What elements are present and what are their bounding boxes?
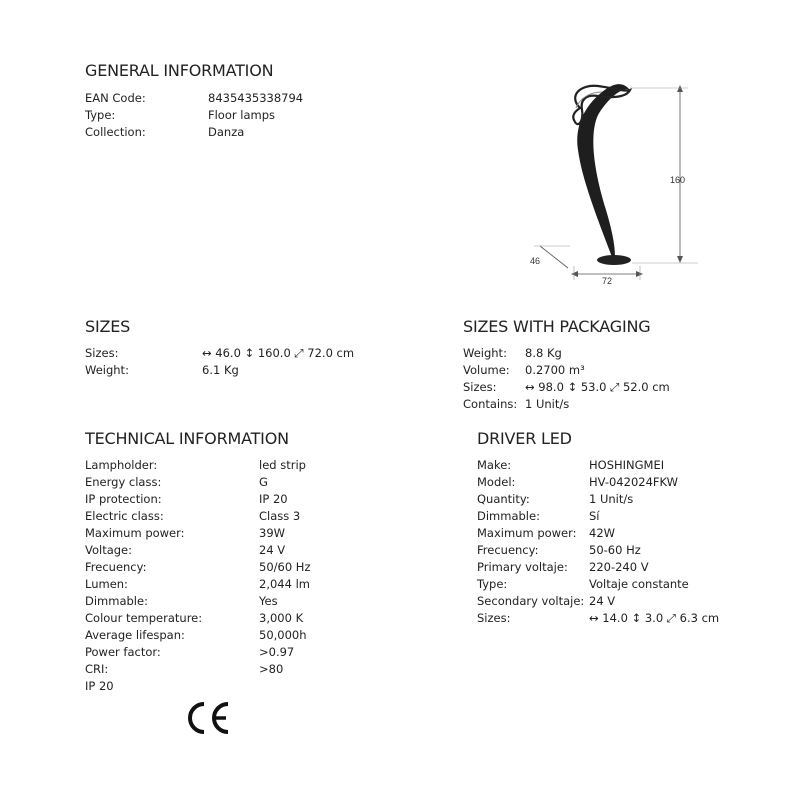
technical-value: >80 (259, 662, 284, 676)
technical-information-title: TECHNICAL INFORMATION (85, 429, 289, 448)
technical-row (85, 576, 310, 593)
sizes-value: ↔ 46.0 ↕ 160.0 ⤢ 72.0 cm (202, 346, 355, 360)
depth-label: 46 (530, 256, 541, 266)
general-information-table (85, 90, 303, 141)
technical-label: Frecuency: (85, 560, 147, 574)
general-value: 8435435338794 (208, 91, 304, 105)
driver-value: Sí (589, 509, 600, 523)
technical-label: Lumen: (85, 577, 128, 591)
driver-row (477, 457, 719, 474)
technical-value: 24 V (259, 543, 286, 557)
sizes-title: SIZES (85, 317, 131, 336)
technical-value: 2,044 lm (259, 577, 310, 591)
height-arrow-bottom (677, 256, 683, 263)
technical-value: 39W (259, 526, 286, 540)
technical-row (85, 474, 310, 491)
width-arrow-right (636, 271, 643, 277)
height-label: 160 (670, 175, 686, 185)
technical-value: 50,000h (259, 628, 307, 642)
technical-label: Energy class: (85, 475, 162, 489)
driver-row (477, 559, 719, 576)
ip-rating-note: IP 20 (85, 679, 114, 693)
packaging-row-sizes (463, 379, 670, 396)
driver-row (477, 508, 719, 525)
packaging-value: 0.2700 m³ (525, 363, 585, 377)
sizes-value: 6.1 Kg (202, 363, 239, 377)
packaging-label: Sizes: (463, 380, 497, 394)
driver-row (477, 542, 719, 559)
ce-marking-logo (184, 700, 232, 736)
technical-value: Class 3 (259, 509, 301, 523)
technical-value: 3,000 K (259, 611, 304, 625)
general-value: Danza (208, 125, 245, 139)
driver-label: Primary voltaje: (477, 560, 568, 574)
driver-row (477, 525, 719, 542)
depth-dimension-line (540, 246, 568, 268)
general-value: Floor lamps (208, 108, 276, 122)
sizes-row-dimensions (85, 345, 354, 362)
driver-label: Dimmable: (477, 509, 540, 523)
height-arrow-top (677, 85, 683, 92)
general-row-ean (85, 90, 303, 107)
technical-label: CRI: (85, 662, 109, 676)
width-label: 72 (602, 276, 613, 286)
technical-label: Power factor: (85, 645, 161, 659)
driver-led-title: DRIVER LED (477, 429, 572, 448)
driver-row (477, 576, 719, 593)
packaging-sizes-title: SIZES WITH PACKAGING (463, 317, 651, 336)
technical-value: led strip (259, 458, 306, 472)
general-label: Type: (85, 108, 116, 122)
technical-label: Lampholder: (85, 458, 158, 472)
technical-row (85, 491, 310, 508)
packaging-value: 8.8 Kg (525, 346, 562, 360)
driver-value: 1 Unit/s (589, 492, 634, 506)
driver-row (477, 491, 719, 508)
packaging-row-volume (463, 362, 670, 379)
width-arrow-left (571, 271, 578, 277)
technical-row (85, 627, 310, 644)
driver-row (477, 593, 719, 610)
packaging-label: Contains: (463, 397, 518, 411)
driver-value: 220-240 V (589, 560, 649, 574)
packaging-row-contains (463, 396, 670, 413)
technical-label: Voltage: (85, 543, 133, 557)
sizes-table (85, 345, 354, 379)
technical-label: Average lifespan: (85, 628, 185, 642)
driver-label: Quantity: (477, 492, 530, 506)
technical-row (85, 525, 310, 542)
technical-value: 50/60 Hz (259, 560, 311, 574)
technical-row (85, 542, 310, 559)
sizes-label: Weight: (85, 363, 129, 377)
technical-information-table (85, 457, 310, 695)
general-information-title: GENERAL INFORMATION (85, 61, 274, 80)
technical-row (85, 610, 310, 627)
technical-label: Maximum power: (85, 526, 185, 540)
general-label: EAN Code: (85, 91, 146, 105)
technical-footnote (85, 678, 310, 695)
general-row-collection (85, 124, 303, 141)
lamp-stem (577, 84, 630, 257)
driver-led-table (477, 457, 719, 627)
driver-label: Model: (477, 475, 516, 489)
technical-label: Dimmable: (85, 594, 148, 608)
technical-value: Yes (259, 594, 278, 608)
driver-label: Maximum power: (477, 526, 577, 540)
packaging-label: Volume: (463, 363, 510, 377)
driver-value: 42W (589, 526, 616, 540)
driver-label: Type: (477, 577, 508, 591)
driver-value: HV-042024FKW (589, 475, 679, 489)
driver-row (477, 474, 719, 491)
driver-value: Voltaje constante (589, 577, 689, 591)
driver-label: Make: (477, 458, 512, 472)
technical-row (85, 559, 310, 576)
packaging-sizes-table (463, 345, 670, 413)
technical-row (85, 593, 310, 610)
driver-value: ↔ 14.0 ↕ 3.0 ⤢ 6.3 cm (589, 611, 720, 625)
technical-value: >0.97 (259, 645, 295, 659)
packaging-row-weight (463, 345, 670, 362)
packaging-label: Weight: (463, 346, 507, 360)
floor-lamp-dimension-diagram (520, 70, 710, 290)
technical-label: Electric class: (85, 509, 164, 523)
technical-value: IP 20 (259, 492, 288, 506)
packaging-value: 1 Unit/s (525, 397, 570, 411)
driver-value: 50-60 Hz (589, 543, 641, 557)
technical-value: G (259, 475, 268, 489)
packaging-value: ↔ 98.0 ↕ 53.0 ⤢ 52.0 cm (525, 380, 670, 394)
technical-row (85, 661, 310, 678)
technical-row (85, 508, 310, 525)
driver-label: Frecuency: (477, 543, 539, 557)
technical-label: IP protection: (85, 492, 162, 506)
sizes-row-weight (85, 362, 354, 379)
driver-row (477, 610, 719, 627)
driver-value: 24 V (589, 594, 616, 608)
ce-letter-c (190, 704, 204, 732)
technical-label: Colour temperature: (85, 611, 203, 625)
technical-row (85, 644, 310, 661)
driver-label: Secondary voltaje: (477, 594, 585, 608)
driver-value: HOSHINGMEI (589, 458, 665, 472)
general-row-type (85, 107, 303, 124)
technical-row (85, 457, 310, 474)
driver-label: Sizes: (477, 611, 511, 625)
sizes-label: Sizes: (85, 346, 119, 360)
general-label: Collection: (85, 125, 146, 139)
